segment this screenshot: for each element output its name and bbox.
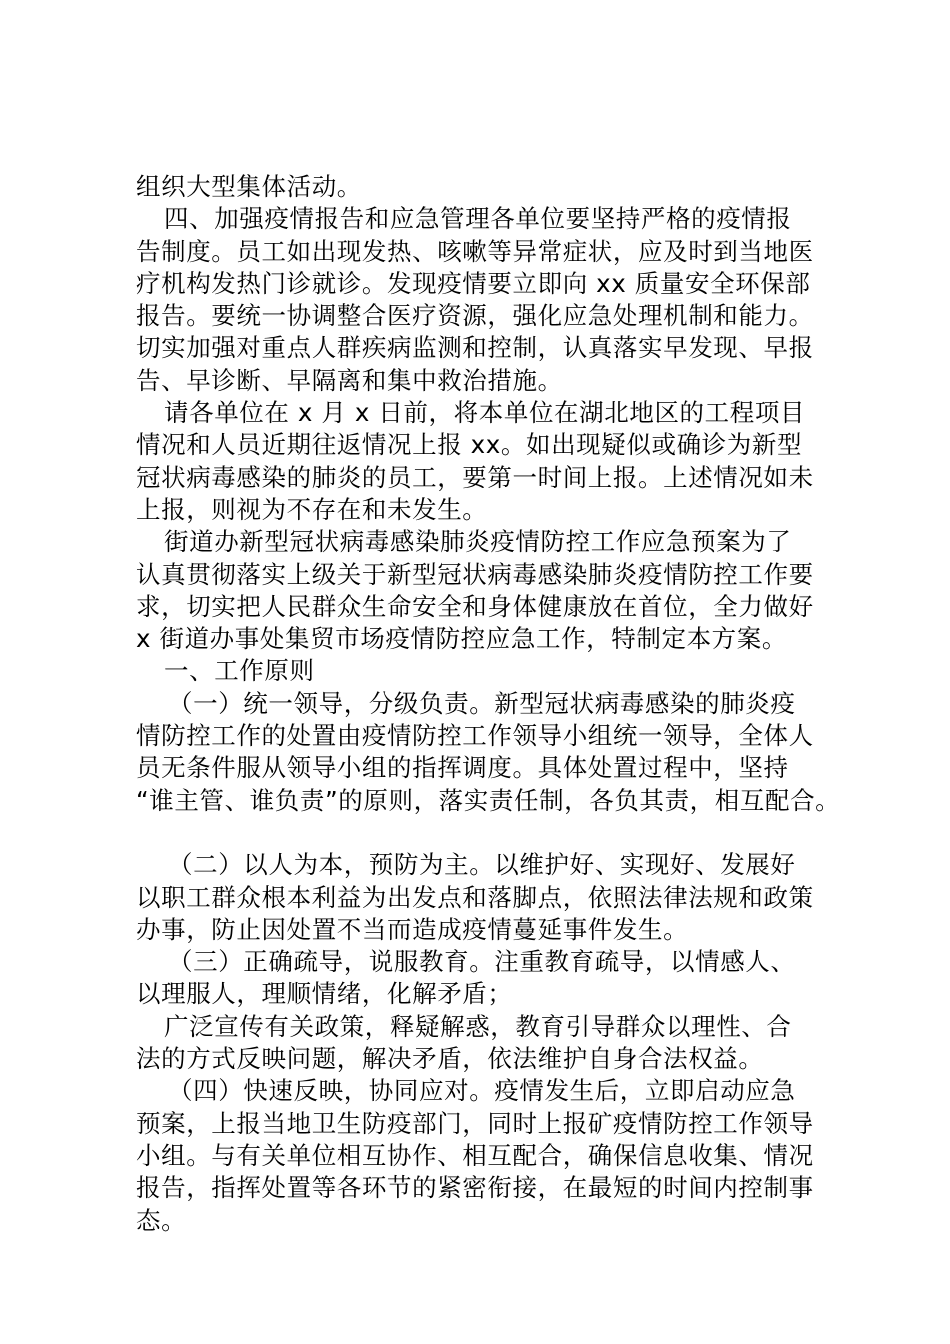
text-line: 认真贯彻落实上级关于新型冠状病毒感染肺炎疫情防控工作要 [136,559,814,589]
text-line: 员无条件服从领导小组的指挥调度。具体处置过程中，坚持 [136,753,789,783]
text-line: 情防控工作的处置由疫情防控工作领导小组统一领导，全体人 [136,721,814,751]
text-line: 小组。与有关单位相互协作、相互配合，确保信息收集、情况 [136,1140,814,1170]
paragraph-gap [136,817,836,849]
text-line: 疗机构发热门诊就诊。发现疫情要立即向 xx 质量安全环保部 [136,268,811,298]
text-line: 上报，则视为不存在和未发生。 [136,494,488,524]
paragraph-heading-four: 四、加强疫情报告和应急管理各单位要坚持严格的疫情报 [164,204,792,234]
text-line: 组织大型集体活动。 [136,172,362,201]
text-line: 告、早诊断、早隔离和集中救治措施。 [136,365,563,395]
text-line: x 街道办事处集贸市场疫情防控应急工作，特制定本方案。 [136,624,787,654]
text-line: 冠状病毒感染的肺炎的员工，要第一时间上报。上述情况如未 [136,462,814,492]
text-line: 情况和人员近期往返情况上报 xx。如出现疑似或确诊为新型 [136,430,803,460]
paragraph-start: （三）正确疏导，说服教育。注重教育疏导，以情感人、 [168,947,796,977]
paragraph-start: 广泛宣传有关政策，释疑解惑，教育引导群众以理性、合 [164,1011,792,1041]
paragraph-start: （一）统一领导，分级负责。新型冠状病毒感染的肺炎疫 [168,688,796,718]
text-line: 报告，指挥处置等各环节的紧密衔接，在最短的时间内控制事 [136,1173,814,1203]
text-line: 以理服人，理顺情绪，化解矛盾； [136,979,513,1009]
text-line: 办事，防止因处置不当而造成疫情蔓延事件发生。 [136,914,689,944]
text-line: 态。 [136,1205,187,1235]
paragraph-start: （二）以人为本，预防为主。以维护好、实现好、发展好 [168,850,796,880]
text-line: 预案，上报当地卫生防疫部门，同时上报矿疫情防控工作领导 [136,1108,814,1138]
text-line: 法的方式反映问题，解决矛盾，依法维护自身合法权益。 [136,1044,764,1074]
paragraph-start: （四）快速反映，协同应对。疫情发生后，立即启动应急 [168,1076,796,1106]
document-body [136,171,841,1237]
text-line: 求，切实把人民群众生命安全和身体健康放在首位，全力做好 [136,591,814,621]
text-line: 报告。要统一协调整合医疗资源，强化应急处理机制和能力。 [136,301,814,331]
text-line: 告制度。员工如出现发热、咳嗽等异常症状，应及时到当地医 [136,236,814,266]
text-line: “谁主管、谁负责”的原则，落实责任制，各负其责，相互配合。 [136,785,841,815]
paragraph-start: 请各单位在 x 月 x 日前，将本单位在湖北地区的工程项目 [164,398,806,428]
paragraph-start: 街道办新型冠状病毒感染肺炎疫情防控工作应急预案为了 [164,527,792,557]
section-heading-work-principles: 一、工作原则 [164,656,315,686]
text-line: 以职工群众根本利益为出发点和落脚点，依照法律法规和政策 [136,882,814,912]
text-line: 切实加强对重点人群疾病监测和控制，认真落实早发现、早报 [136,333,814,363]
